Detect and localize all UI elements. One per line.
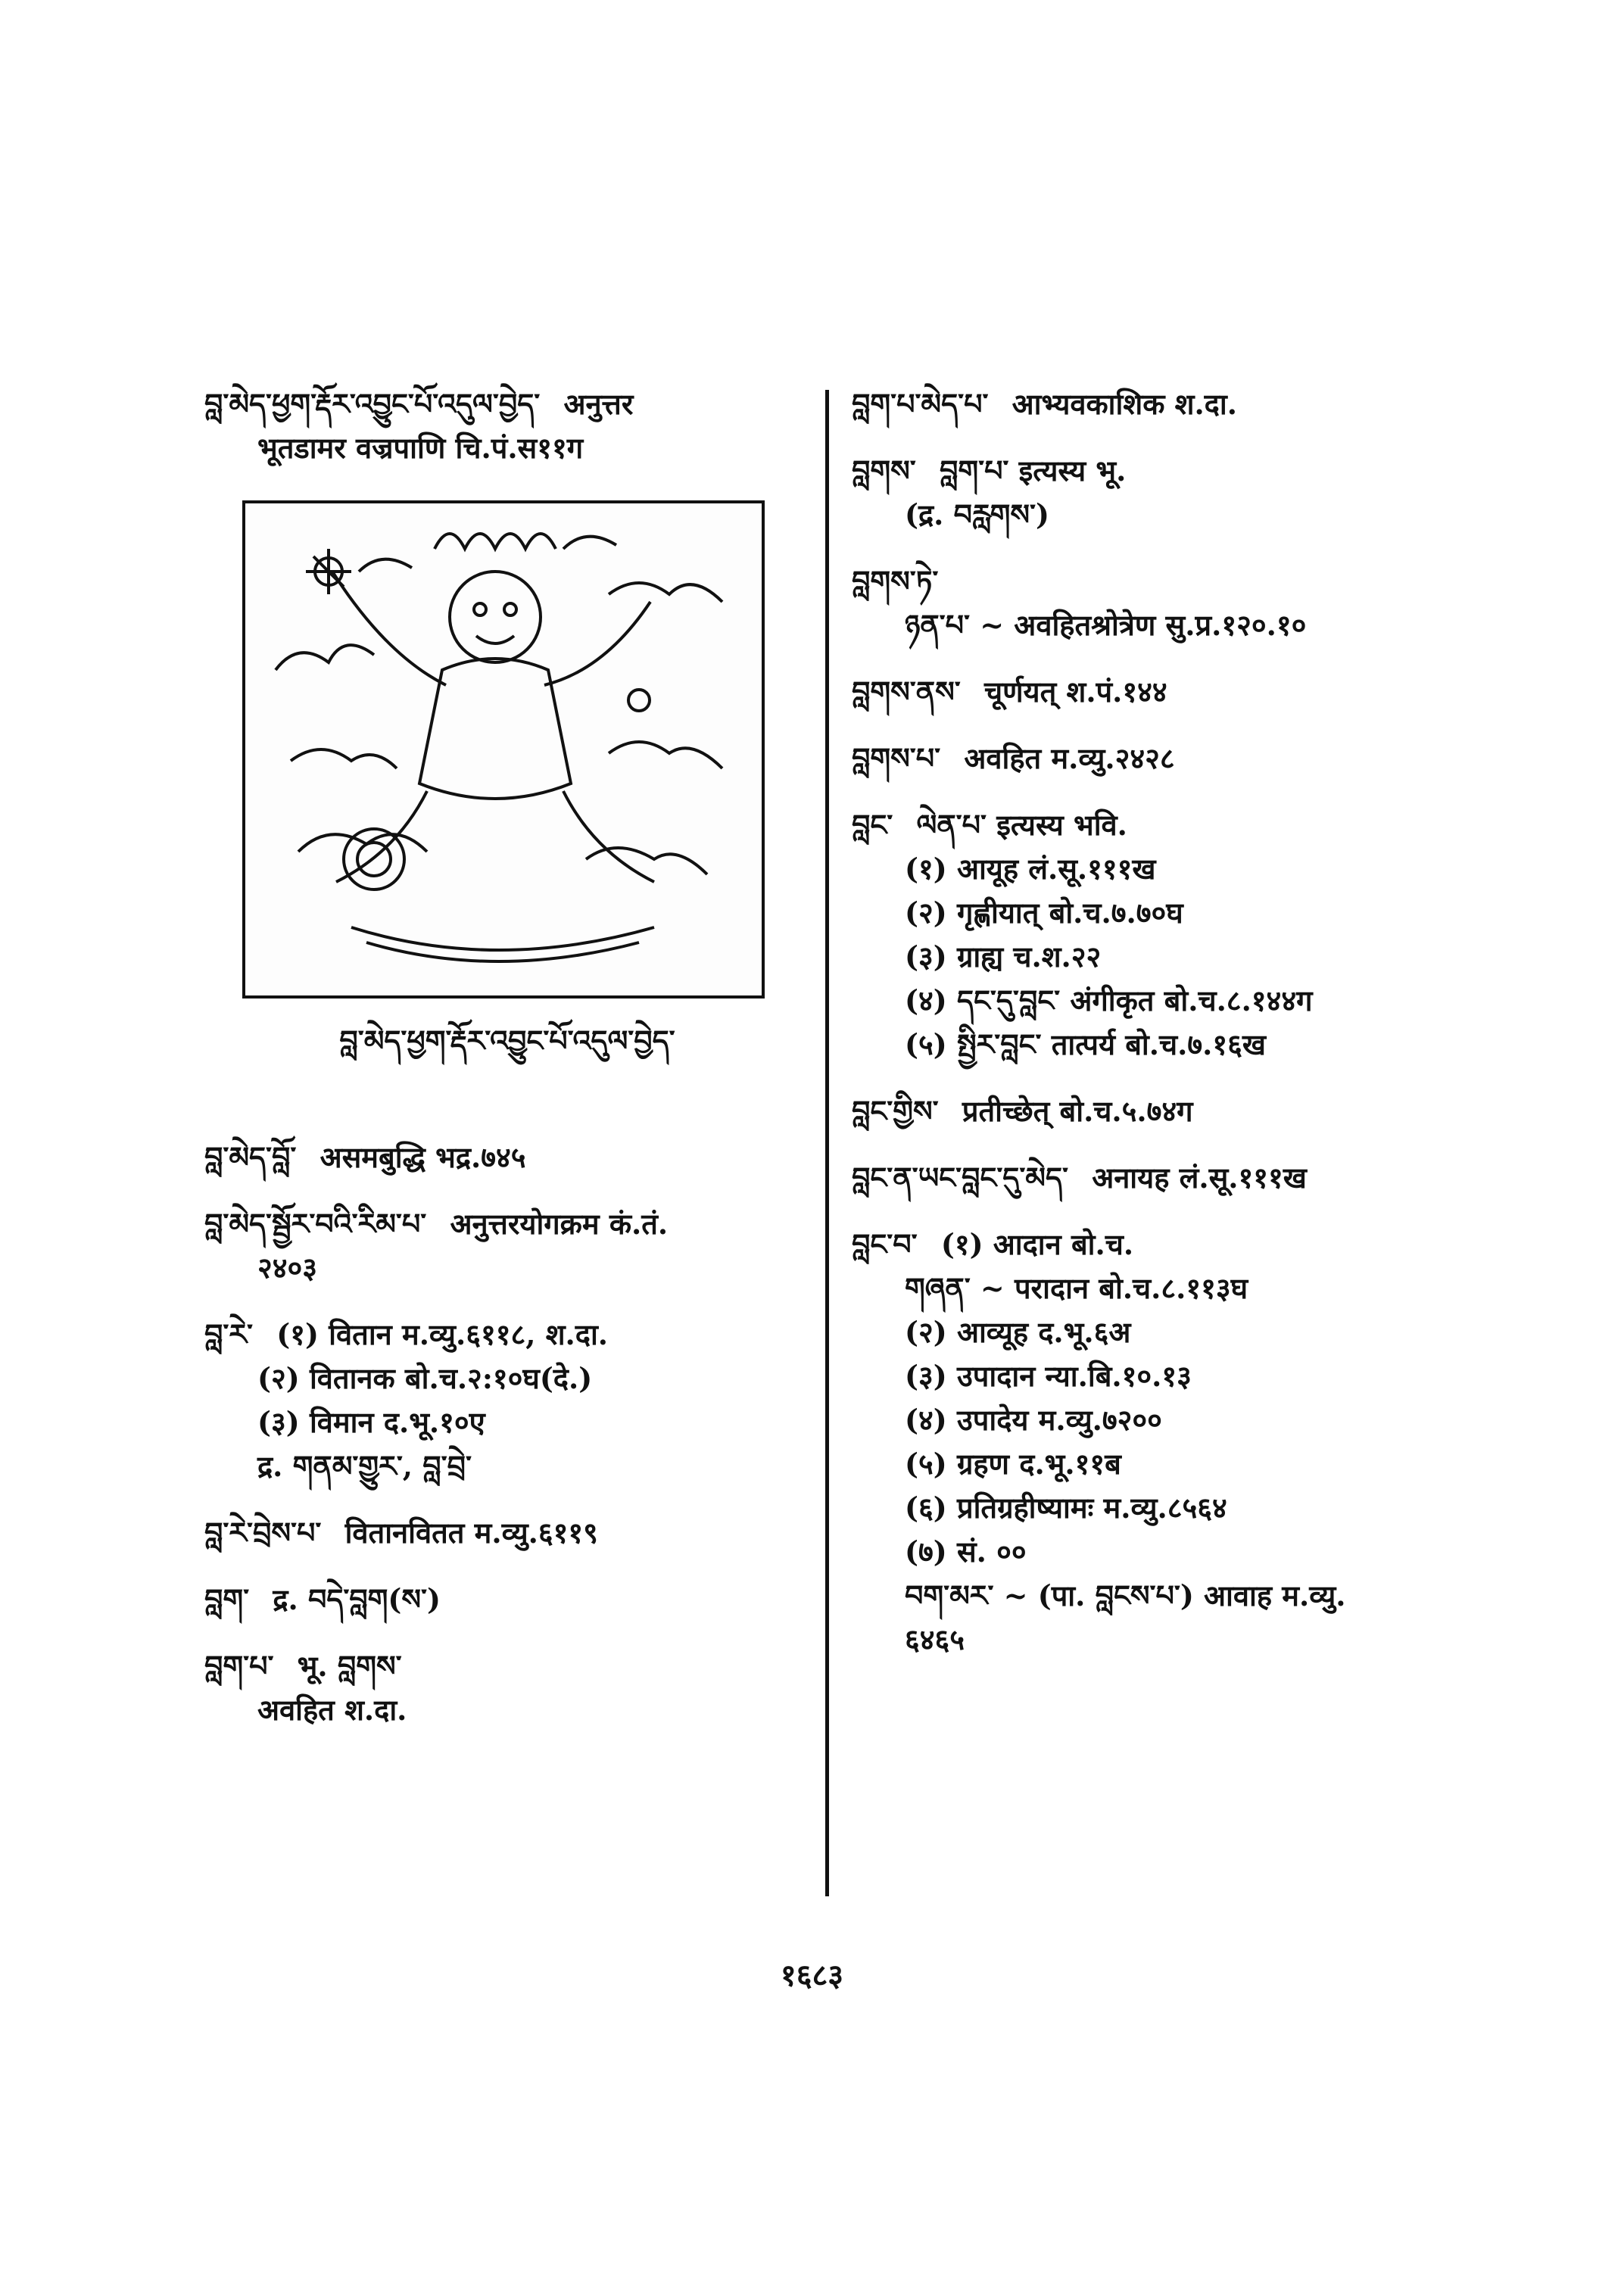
sanskrit-gloss: अवहित म.व्यु.२४२८ (964, 741, 1175, 775)
sub-entry: ཉན་པ་ ~ अवहितश्रोत्रेण सु.प्र.१२०.१० (905, 608, 1307, 642)
sense-6: (६) प्रतिग्रहीष्यामः म.व्यु.८५६४ (905, 1491, 1227, 1525)
tibetan-lemma: བླང་ན་ཡང་བླང་དུ་མེད་ (852, 1161, 1068, 1195)
entry-blang-ba (852, 1223, 1473, 1662)
sub-entry: གཞན་ ~ परादान बो.च.८.११३घ (905, 1271, 1248, 1305)
sense-2: (२) गृह्णीयात् बो.च.७.७०घ (905, 896, 1183, 930)
cross-reference: (द्र. བརླགས་) (905, 497, 1049, 531)
sense-2: (२) आव्यूह द.भू.६अ (905, 1315, 1131, 1349)
sanskrit-gloss: ལེན་པ་ इत्यस्य भवि. (916, 808, 1127, 842)
entry-blang (852, 803, 1473, 1067)
entry-blags (852, 449, 1473, 537)
entry-blag (204, 1578, 810, 1622)
sense-4: (४) དང་དུ་བླང་ अंगीकृत बो.च.८.१४४ग (905, 983, 1313, 1017)
cross-reference: भू. བླགས་ (297, 1649, 402, 1683)
entry-avahita (852, 737, 1473, 780)
entry-asamabuddhi (204, 1136, 810, 1179)
cross-reference: द्र. བདེ་བླག(ས་) (273, 1582, 441, 1616)
entry-churnayat (852, 670, 1473, 714)
tibetan-lemma: བླགས་པ་ (852, 741, 941, 775)
figure-caption: བླ་མེད་ཕྱག་རྡོར་འབྱུང་པོ་འདུལ་བྱེད་ (339, 1023, 675, 1058)
tibetan-lemma: བླ་རེ་ (204, 1317, 253, 1351)
tibetan-lemma: བླགས་ཏེ་ (852, 564, 939, 598)
tibetan-lemma: བླ་རེ་བྲེས་པ་ (204, 1516, 322, 1550)
tibetan-lemma: བླགས་ནས་ (852, 675, 961, 709)
entry-anayaha (852, 1156, 1473, 1200)
tibetan-lemma: བླ་མེད་ཕྱག་རྡོར་འབྱུང་པོ་འདུལ་བྱེད་ (204, 387, 541, 421)
cross-reference: द्र. གནམ་གྱུར་, བླ་བྲེ་ (257, 1449, 472, 1483)
sanskrit-gloss-cont: २४०३ (257, 1251, 318, 1285)
deity-illustration (242, 500, 765, 999)
entry-vitanavitata (204, 1511, 810, 1555)
tibetan-lemma: བླང་ (852, 808, 893, 842)
sense-5: (५) སྤྱིར་བླང་ तात्पर्य बो.च.७.१६ख (905, 1027, 1266, 1061)
sense-1: (१) आदान बो.च. (940, 1227, 1134, 1261)
wrathful-deity-icon (245, 503, 762, 995)
sense-4: (४) उपादेय म.व्यु.७२०० (905, 1403, 1162, 1437)
sanskrit-gloss: आभ्यवकाशिक श.दा. (1011, 387, 1237, 421)
sub-entry: བག་མར་ ~ (पा. བླངས་པ་) आवाह म.व्यु. (905, 1578, 1346, 1612)
entry-blags-te (852, 559, 1473, 647)
sanskrit-gloss-cont: अवहित श.दा. (257, 1693, 407, 1727)
sense-3: (३) ग्राह्य च.श.२२ (905, 939, 1102, 974)
sense-2: (२) वितानक बो.च.२:१०घ(दे.) (257, 1361, 593, 1395)
sanskrit-gloss: वितानवितत म.व्यु.६११९ (344, 1516, 598, 1550)
tibetan-lemma: བླ་མེད་སྦྱོར་བའི་རིམ་པ་ (204, 1207, 427, 1241)
sense-3: (३) विमान द.भू.१०ए (257, 1405, 485, 1439)
entry-vitana (204, 1313, 810, 1488)
tibetan-lemma: བླ་མེད་བློ་ (204, 1140, 297, 1174)
sense-7: (७) सं. ०० (905, 1534, 1027, 1569)
sanskrit-gloss: असमबुद्धि भद्र.७४५ (320, 1140, 526, 1174)
sanskrit-gloss: प्रतीच्छेत् बो.च.५.७४ग (962, 1094, 1193, 1128)
entry-blag-pa (204, 1644, 810, 1732)
sanskrit-gloss: अनुत्तर (563, 387, 634, 421)
sanskrit-gloss: अनुत्तरयोगक्रम कं.तं. (450, 1207, 669, 1241)
entry-anuttara-bhutadamara (204, 382, 810, 470)
tibetan-lemma: བླང་བ་ (852, 1227, 918, 1261)
tibetan-lemma: བླག་ (204, 1582, 250, 1616)
sanskrit-gloss: བླག་པ་ इत्यस्य भू. (939, 453, 1127, 488)
entry-anuttarayogakrama (204, 1202, 810, 1290)
entry-praticchet (852, 1089, 1473, 1133)
sanskrit-gloss: अनायह लं.सू.१११ख (1092, 1161, 1307, 1195)
sense-3: (३) उपादान न्या.बि.१०.१३ (905, 1359, 1192, 1393)
tibetan-lemma: བླང་གྱིས་ (852, 1094, 939, 1128)
sense-1: (१) आयूह लं.सू.१११ख (905, 852, 1156, 886)
column-divider (825, 390, 829, 1896)
tibetan-lemma: བླག་པ་ (204, 1649, 274, 1683)
right-column (852, 382, 1473, 1684)
tibetan-lemma: བླགས་ (852, 453, 916, 488)
tibetan-lemma: བླག་པ་མེད་པ་ (852, 387, 989, 421)
sense-5: (५) ग्रहण द.भू.११ब (905, 1447, 1121, 1481)
sanskrit-gloss-cont: भूतडामर वज्रपाणि चि.पं.स११ग (257, 431, 584, 465)
sense-1: (१) वितान म.व्यु.६११८, श.दा. (276, 1317, 609, 1351)
entry-abhyavakashika (852, 382, 1473, 426)
sanskrit-gloss: चूर्णयत् श.पं.१४४ (983, 675, 1167, 709)
sanskrit-gloss-cont: ६४६५ (905, 1622, 965, 1656)
page-number: १६८३ (780, 1958, 844, 1993)
left-column (204, 382, 810, 1755)
